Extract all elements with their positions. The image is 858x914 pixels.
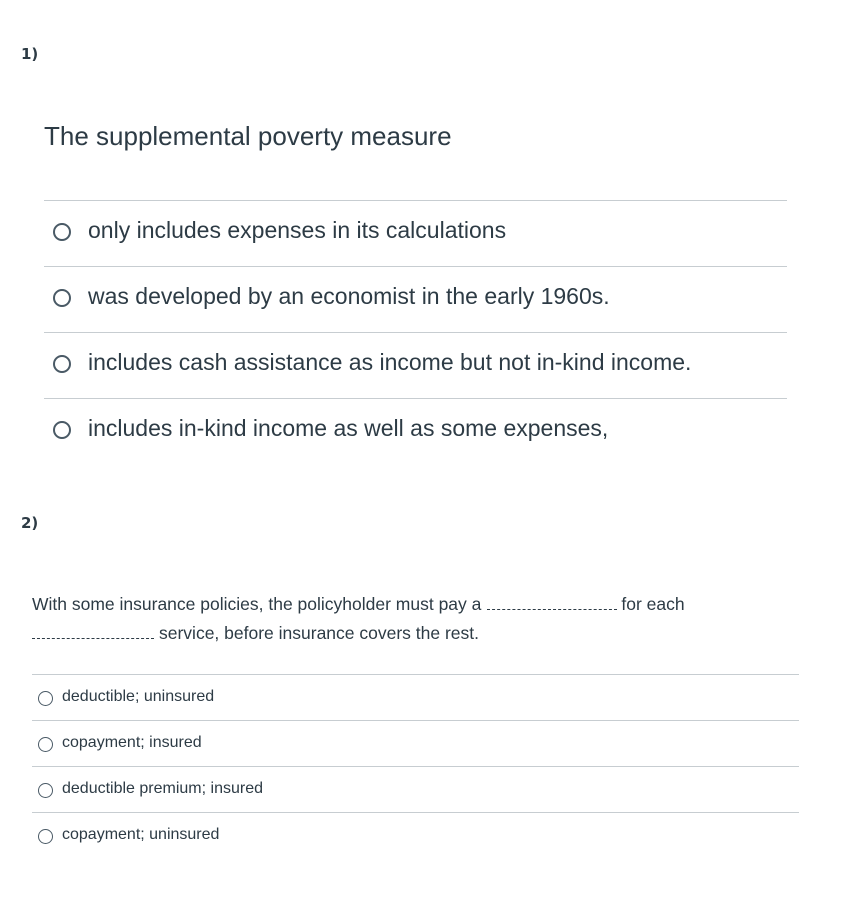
- question-number: 1): [21, 45, 39, 63]
- radio-button[interactable]: [38, 783, 53, 798]
- answer-label: includes cash assistance as income but not in-kind income.: [88, 349, 692, 375]
- prompt-text: for each: [621, 594, 685, 614]
- prompt-text: With some insurance policies, the policyholder must pay a: [32, 594, 482, 614]
- answer-option[interactable]: [32, 675, 799, 721]
- answer-option[interactable]: [32, 721, 799, 767]
- answer-option[interactable]: [32, 813, 799, 858]
- prompt-text: service, before insurance covers the rest.: [159, 623, 480, 643]
- question-prompt: The supplemental poverty measure: [44, 121, 452, 151]
- answer-option[interactable]: [32, 767, 799, 813]
- radio-button[interactable]: [53, 289, 71, 307]
- answer-option[interactable]: [44, 201, 787, 267]
- answer-list: [32, 674, 799, 858]
- answer-label: was developed by an economist in the early 1960s.: [88, 283, 610, 309]
- radio-button[interactable]: [53, 421, 71, 439]
- answer-label: copayment; insured: [62, 734, 202, 751]
- question-prompt: [32, 590, 792, 648]
- fill-blank: [487, 595, 617, 610]
- radio-button[interactable]: [38, 691, 53, 706]
- radio-button[interactable]: [53, 355, 71, 373]
- radio-button[interactable]: [53, 223, 71, 241]
- answer-label: copayment; uninsured: [62, 826, 220, 843]
- answer-list: [44, 200, 787, 464]
- answer-option[interactable]: [44, 333, 787, 399]
- radio-button[interactable]: [38, 829, 53, 844]
- answer-label: only includes expenses in its calculations: [88, 217, 507, 243]
- answer-label: includes in-kind income as well as some expenses,: [88, 415, 609, 441]
- answer-label: deductible; uninsured: [62, 688, 215, 705]
- question-number: 2): [21, 514, 39, 532]
- answer-option[interactable]: [44, 399, 787, 464]
- fill-blank: [32, 624, 154, 639]
- radio-button[interactable]: [38, 737, 53, 752]
- answer-label: deductible premium; insured: [62, 780, 263, 797]
- answer-option[interactable]: [44, 267, 787, 333]
